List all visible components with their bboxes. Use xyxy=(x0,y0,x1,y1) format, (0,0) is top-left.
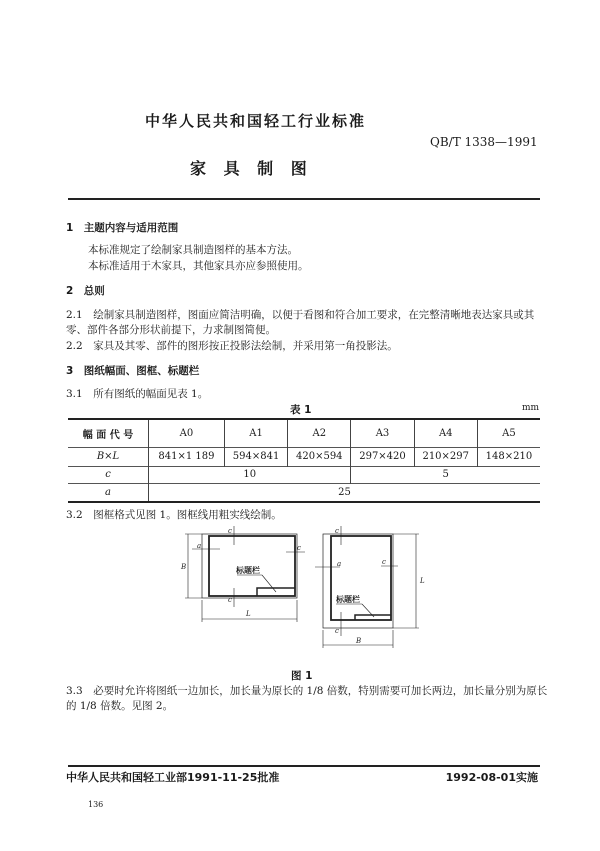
effective-date: 1992-08-01实施 xyxy=(445,771,538,784)
dim-c-right-right: c xyxy=(382,558,386,566)
approval-date: 中华人民共和国轻工业部1991-11-25批准 xyxy=(66,771,280,784)
section-1-para-2: 本标准适用于木家具，其他家具亦应参照使用。 xyxy=(88,260,309,272)
title-block-label-left: 标题栏 xyxy=(236,565,260,575)
dim-a-left: a xyxy=(197,542,202,550)
header-cell: A0 xyxy=(149,419,225,447)
section-1-para-1: 本标准规定了绘制家具制造图样的基本方法。 xyxy=(88,244,298,256)
row-label: c xyxy=(105,469,111,480)
row-label: B×L xyxy=(96,451,120,462)
portrait-frame xyxy=(331,536,391,620)
clause-3-1: 3.1 所有图纸的幅面见表 1。 xyxy=(66,388,209,400)
dim-L-right: L xyxy=(420,577,425,585)
portrait-paper-outline xyxy=(323,534,393,628)
table-row-a xyxy=(68,483,540,502)
table-cell: 25 xyxy=(149,483,541,502)
table-cell: 5 xyxy=(351,466,540,483)
dim-c-right-bottom: c xyxy=(335,627,339,635)
clause-3-3-line-1: 3.3 必要时允许将图纸一边加长，加长量为原长的 1/8 倍数，特别需要可加长两边，加长量分别为原长 xyxy=(66,685,548,697)
table-cell: 297×420 xyxy=(351,447,414,466)
table-1-unit: mm xyxy=(522,403,540,413)
page-number: 136 xyxy=(88,800,104,809)
document-title: 家 具 制 图 xyxy=(190,159,313,178)
clause-2-1-line-2: 零、部件各部分形状前提下，力求制图简便。 xyxy=(66,324,276,336)
dim-c-left-right: c xyxy=(297,544,301,552)
header-cell: 幅 面 代 号 xyxy=(82,429,134,441)
clause-3-2: 3.2 图框格式见图 1。图框线用粗实线绘制。 xyxy=(66,509,282,521)
footer-rule xyxy=(68,765,540,767)
dim-L-left: L xyxy=(246,610,251,618)
clause-2-1-line-1: 2.1 绘制家具制造图样，图面应简洁明确，以便于看图和符合加工要求，在完整清晰地表达家具或其 xyxy=(66,309,535,321)
dim-c-left-top: c xyxy=(228,527,232,535)
dim-c-right-top: c xyxy=(335,527,339,535)
section-1-heading: 1 主题内容与适用范围 xyxy=(66,222,179,234)
dim-c-left-bottom: c xyxy=(228,596,232,604)
standard-number: QB/T 1338—1991 xyxy=(430,135,538,149)
table-cell: 148×210 xyxy=(477,447,540,466)
header-cell: A3 xyxy=(351,419,414,447)
header-rule xyxy=(68,198,540,200)
table-cell: 594×841 xyxy=(224,447,287,466)
clause-2-2: 2.2 家具及其零、部件的图形按正投影法绘制，并采用第一角投影法。 xyxy=(66,340,398,352)
table-header-row xyxy=(68,419,540,447)
table-cell: 420×594 xyxy=(288,447,351,466)
clause-3-3-line-2: 的 1/8 倍数。见图 2。 xyxy=(66,700,174,712)
landscape-frame xyxy=(209,536,295,596)
header-cell: A1 xyxy=(224,419,287,447)
table-cell: 841×1 189 xyxy=(149,447,225,466)
table-row-bxl xyxy=(68,447,540,466)
section-3-heading: 3 图纸幅面、图框、标题栏 xyxy=(66,365,200,377)
title-block-label-right: 标题栏 xyxy=(336,594,360,604)
paper-size-table xyxy=(68,418,540,503)
section-2-heading: 2 总则 xyxy=(66,285,105,297)
org-title: 中华人民共和国轻工行业标准 xyxy=(145,112,367,130)
dim-B-left: B xyxy=(181,563,187,571)
row-label: a xyxy=(105,486,111,498)
table-1-caption: 表 1 xyxy=(290,404,312,416)
header-cell: A5 xyxy=(477,419,540,447)
figure-1-caption: 图 1 xyxy=(291,670,313,682)
header-cell: A4 xyxy=(414,419,477,447)
table-cell: 210×297 xyxy=(414,447,477,466)
header-cell: A2 xyxy=(288,419,351,447)
portrait-title-block xyxy=(355,615,391,620)
dim-a-right: a xyxy=(337,560,342,568)
dim-B-right: B xyxy=(356,637,362,645)
landscape-paper-outline xyxy=(202,534,297,598)
table-cell: 10 xyxy=(149,466,351,483)
landscape-title-block xyxy=(257,588,295,596)
table-row-c xyxy=(68,466,540,483)
